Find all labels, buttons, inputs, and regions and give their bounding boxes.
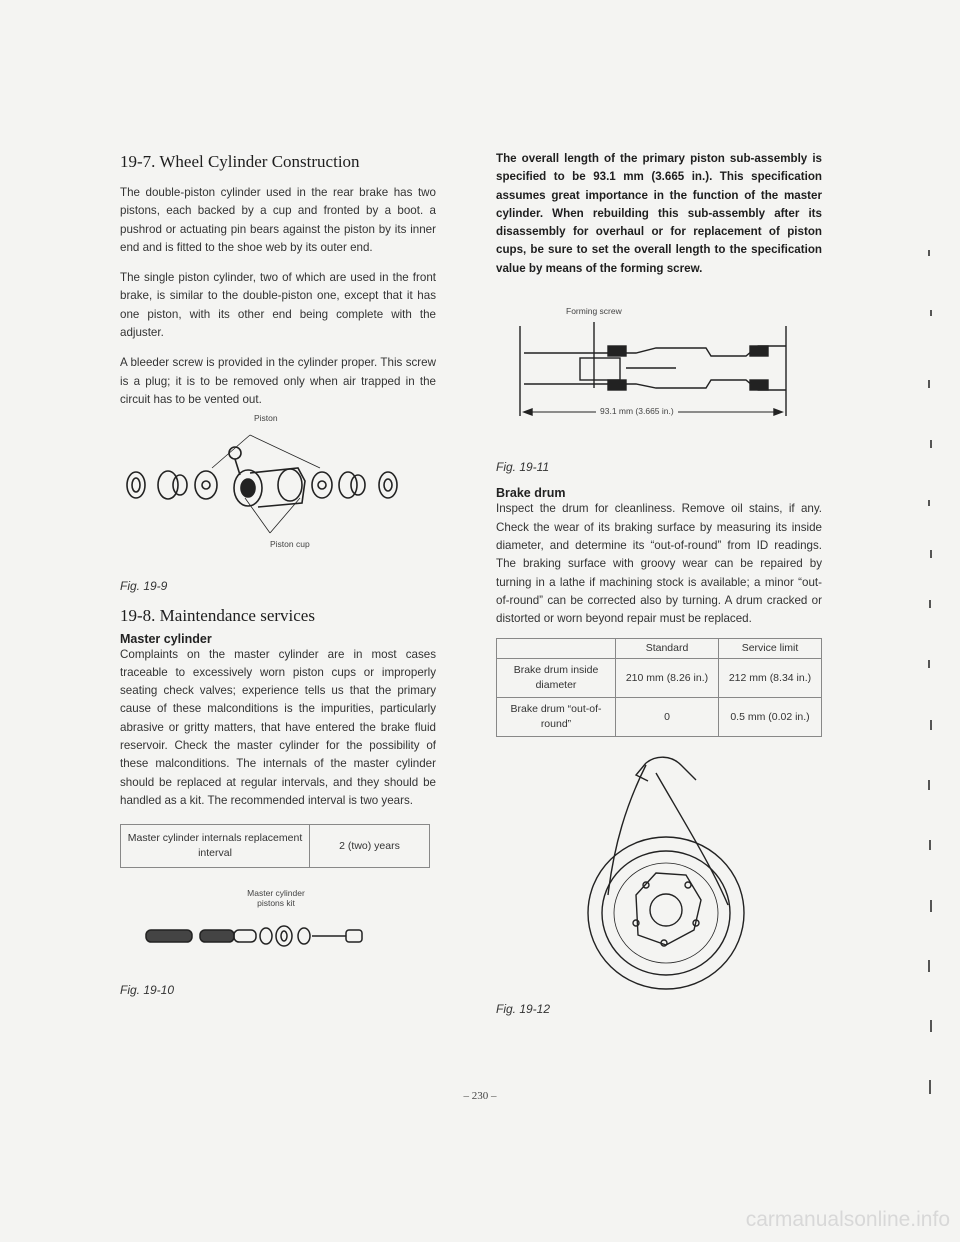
table-cell: 2 (two) years (310, 825, 430, 868)
table-cell: 0 (616, 698, 719, 737)
subheading-master-cylinder: Master cylinder (120, 631, 212, 646)
figure-caption: Fig. 19-9 (120, 579, 168, 594)
wheel-cylinder-exploded-illustration (120, 423, 436, 553)
table-cell: 212 mm (8.34 in.) (719, 659, 822, 698)
left-column (120, 152, 436, 1000)
table-header-cell: Service limit (719, 639, 822, 659)
paragraph: The double-piston cylinder used in the rear brake has two pistons, each backed by a cup and fronted by a boot. a pushrod or actuating pin bears against the piston by its inner end and is fitted to the shoe web by its outer end. (120, 186, 436, 254)
paragraph: The single piston cylinder, two of which are used in the front brake, is similar to the double-piston one, except that it has one piston, with its other end being complete with the adjuster. (120, 271, 436, 340)
figure-label-forming-screw: Forming screw (566, 306, 622, 317)
figure-caption: Fig. 19-10 (120, 983, 175, 998)
table-cell: 210 mm (8.26 in.) (616, 659, 719, 698)
figure-19-9 (120, 413, 436, 563)
table-cell: 0.5 mm (0.02 in.) (719, 698, 822, 737)
paragraph-primary-piston-length: The overall length of the primary piston sub-assembly is specified to be 93.1 mm (3.665 in.). This specification assumes great importance in the function of the master cylinder. When rebuilding this sub-assembly after its disassembly for overhaul or for replacement of piston cups, be sure to set the overall length to the specification value by means of the forming screw. (496, 152, 822, 275)
table-cell: Master cylinder internals replacement interval (121, 825, 310, 868)
watermark: carmanualsonline.info (745, 1208, 950, 1231)
figure-label-dimension: 93.1 mm (3.665 in.) (596, 406, 678, 416)
table-row (497, 698, 822, 737)
right-column (496, 150, 822, 1019)
section-heading-19-8: 19-8. Maintendance services (120, 605, 315, 625)
subheading-brake-drum: Brake drum (496, 486, 566, 501)
table-cell: Brake drum “out-of-round” (497, 698, 616, 737)
table-cell: Brake drum inside diameter (497, 659, 616, 698)
figure-label-pistons-kit: Master cylinder pistons kit (247, 888, 305, 909)
table-header-row (497, 639, 822, 659)
brake-drum-measurement-illustration (496, 745, 822, 995)
brake-drum-spec-table (496, 638, 822, 737)
paragraph: Complaints on the master cylinder are in most cases traceable to excessively worn piston cups or improperly seating check valves; experience tells us that the primary cause of these malconditions is the impurities, particularly abrasive or gritty matters, that have entered the brake fluid reservoir. Check the master cylinder for the possibility of these malconditions. The internals of the master cylinder should be replaced at regular intervals, and they should be handled as a kit. The recommended interval is two years. (120, 647, 436, 807)
master-cylinder-pistons-kit-illustration (120, 912, 436, 962)
master-cylinder-interval-table (120, 824, 430, 868)
table-header-cell: Standard (616, 639, 719, 659)
table-row (121, 825, 430, 868)
paragraph: Inspect the drum for cleanliness. Remove oil stains, if any. Check the wear of its braking surface by measuring its inside diameter, and determine its “out-of-round” from ID readings. The braking surface with groovy wear can be repaired by turning in a lathe if machining stock is available; a minor “out-of-round” can be corrected also by turning. A drum cracked or distorted or worn beyond repair must be replaced. (496, 502, 822, 626)
figure-19-11 (496, 306, 822, 446)
figure-label-piston-cup: Piston cup (270, 539, 310, 550)
table-header-cell (497, 639, 616, 659)
figure-caption: Fig. 19-12 (496, 1002, 551, 1017)
page-number: – 230 – (463, 1090, 497, 1102)
paragraph: A bleeder screw is provided in the cylinder proper. This screw is a plug; it is to be removed only when air trapped in the circuit has to be vented out. (120, 356, 436, 406)
figure-label-piston: Piston (254, 413, 278, 424)
figure-caption: Fig. 19-11 (496, 460, 550, 475)
table-row (497, 659, 822, 698)
scan-edge-marks (922, 160, 942, 1140)
section-heading-19-7: 19-7. Wheel Cylinder Construction (120, 152, 360, 171)
